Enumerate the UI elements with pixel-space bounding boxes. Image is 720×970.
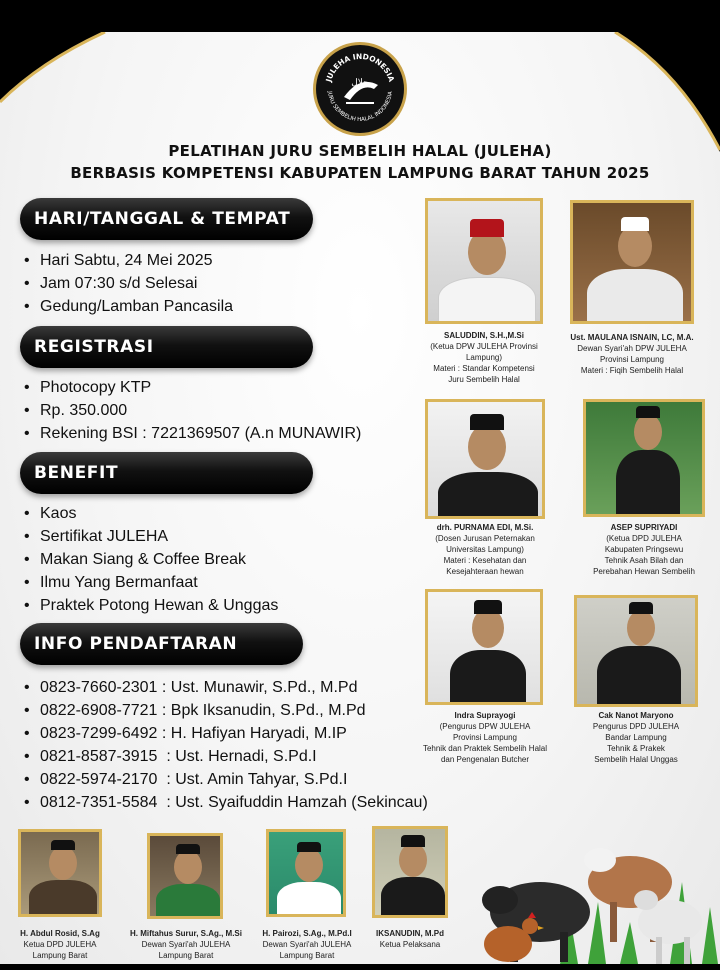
speaker-detail: (Dosen Jurusan Peternakan	[435, 534, 535, 543]
phone-number[interactable]: 0812-7351-5584	[40, 794, 158, 811]
speaker-detail: Pengurus DPD JULEHA	[592, 722, 680, 731]
committee-photo	[372, 826, 448, 918]
phone-number[interactable]: 0823-7660-2301	[40, 679, 158, 696]
speaker-detail: Sembelih Halal Unggas	[594, 755, 678, 764]
committee-name: IKSANUDIN, M.Pd	[376, 929, 444, 938]
top-black-bar	[0, 0, 720, 32]
committee-name: H. Abdul Rosid, S.Ag	[20, 929, 100, 938]
committee-photo	[18, 829, 102, 917]
contact-name: : Bpk Iksanudin, S.Pd., M.Pd	[157, 702, 366, 719]
contact-item	[24, 676, 428, 699]
phone-number[interactable]: 0822-5974-2170	[40, 771, 158, 788]
committee-detail: Dewan Syari'ah JULEHA	[262, 940, 352, 949]
list-item: • Photocopy KTP	[24, 376, 361, 399]
speaker-detail: Materi : Fiqih Sembelih Halal	[580, 366, 684, 375]
logo-halal-text: حلال	[351, 77, 369, 87]
committee-name: H. Pairozi, S.Ag., M.Pd.I	[262, 929, 352, 938]
speaker-photo	[425, 399, 545, 519]
list-item: • Sertifikat JULEHA	[24, 525, 278, 548]
contact-name: : Ust. Amin Tahyar, S.Pd.I	[157, 771, 348, 788]
speaker-photo	[425, 198, 543, 324]
contact-item	[24, 791, 428, 814]
phone-number[interactable]: 0823-7299-6492	[40, 725, 158, 742]
speaker-caption	[560, 710, 712, 765]
speaker-detail: dan Pengenalan Butcher	[440, 755, 530, 764]
speaker-detail: Juru Sembelih Halal	[448, 375, 520, 384]
speaker-caption	[556, 332, 708, 376]
committee-detail: Ketua Pelaksana	[379, 940, 441, 949]
contact-name: : H. Hafiyan Haryadi, M.IP	[157, 725, 347, 742]
title-line-2: BERBASIS KOMPETENSI KABUPATEN LAMPUNG BARAT TAHUN 2025	[70, 164, 650, 182]
speaker-name: Indra Suprayogi	[454, 711, 516, 720]
list-item: • Jam 07:30 s/d Selesai	[24, 272, 233, 295]
juleha-logo	[313, 42, 407, 136]
logo-top-text: JULEHA INDONESIA	[323, 51, 397, 83]
benefit-header: BENEFIT	[20, 452, 313, 494]
contact-name: : Ust. Hernadi, S.Pd.I	[157, 748, 317, 765]
speaker-detail: Kesejahteraan hewan	[446, 567, 524, 576]
speaker-photo	[570, 200, 694, 324]
committee-photo	[147, 833, 223, 919]
speaker-detail: Materi : Kesehatan dan	[443, 556, 527, 565]
speaker-detail: Provinsi Lampung	[452, 733, 518, 742]
phone-number[interactable]: 0822-6908-7721	[40, 702, 158, 719]
speaker-name: drh. PURNAMA EDI, M.Si.	[436, 523, 534, 532]
speaker-detail: Dewan Syari'ah DPW JULEHA	[577, 344, 687, 353]
committee-name: H. Miftahus Surur, S.Ag., M.Si	[129, 929, 242, 938]
poster	[0, 32, 720, 964]
svg-text:JURU SEMBELIH HALAL INDONESIA	[326, 90, 394, 123]
committee-detail: Dewan Syari'ah JULEHA	[141, 940, 231, 949]
speaker-detail: Universitas Lampung)	[446, 545, 524, 554]
list-item: • Rekening BSI : 7221369507 (A.n MUNAWIR)	[24, 422, 361, 445]
speaker-caption	[408, 522, 562, 577]
speaker-name: Ust. MAULANA ISNAIN, LC, M.A.	[570, 333, 694, 342]
committee-caption	[358, 928, 462, 950]
list-item: • Gedung/Lamban Pancasila	[24, 295, 233, 318]
speaker-detail: Perebahan Hewan Sembelih	[593, 567, 695, 576]
speaker-detail: Materi : Standar Kompetensi	[433, 364, 535, 373]
committee-detail: Ketua DPD JULEHA	[23, 940, 97, 949]
list-item: • Ilmu Yang Bermanfaat	[24, 571, 278, 594]
contact-list	[24, 676, 428, 814]
committee-detail: Lampung Barat	[32, 951, 88, 960]
committee-caption	[118, 928, 254, 961]
speaker-detail: (Ketua DPD JULEHA	[606, 534, 682, 543]
speaker-name: SALUDDIN, S.H.,M.Si	[443, 331, 524, 340]
speaker-caption	[566, 522, 720, 577]
speaker-photo	[574, 595, 698, 707]
list-item: • Rp. 350.000	[24, 399, 361, 422]
speaker-detail: Tehnik Asah Bilah dan	[604, 556, 684, 565]
speaker-detail: Lampung)	[465, 353, 503, 362]
speaker-caption	[408, 710, 562, 765]
contact-item	[24, 722, 428, 745]
speaker-name: ASEP SUPRIYADI	[610, 523, 678, 532]
speaker-detail: Bandar Lampung	[605, 733, 667, 742]
list-item: • Makan Siang & Coffee Break	[24, 548, 278, 571]
committee-detail: Lampung Barat	[279, 951, 335, 960]
speaker-detail: (Pengurus DPW JULEHA	[439, 722, 531, 731]
contact-name: : Ust. Syaifuddin Hamzah (Sekincau)	[157, 794, 428, 811]
speaker-photo	[425, 589, 543, 705]
speaker-detail: Provinsi Lampung	[599, 355, 665, 364]
contact-item	[24, 745, 428, 768]
speaker-name: Cak Nanot Maryono	[598, 711, 674, 720]
speaker-detail: Tehnik dan Praktek Sembelih Halal	[422, 744, 548, 753]
phone-number[interactable]: 0821-8587-3915	[40, 748, 158, 765]
registration-header: REGISTRASI	[20, 326, 313, 368]
committee-detail: Lampung Barat	[158, 951, 214, 960]
bottom-black-bar	[0, 964, 720, 970]
committee-caption	[252, 928, 362, 961]
info-header: INFO PENDAFTARAN	[20, 623, 303, 665]
committee-photo	[266, 829, 346, 917]
speaker-caption	[410, 330, 558, 385]
speaker-photo	[583, 399, 705, 517]
contact-item	[24, 768, 428, 791]
committee-caption	[4, 928, 116, 961]
speaker-detail: (Ketua DPW JULEHA Provinsi	[430, 342, 538, 351]
title-line-1: PELATIHAN JURU SEMBELIH HALAL (JULEHA)	[168, 142, 552, 160]
registration-list	[24, 376, 361, 445]
speaker-detail: Tehnik & Prakek	[607, 744, 665, 753]
list-item: • Praktek Potong Hewan & Unggas	[24, 594, 278, 617]
livestock-illustration	[470, 822, 720, 964]
contact-name: : Ust. Munawir, S.Pd., M.Pd	[157, 679, 358, 696]
schedule-header: HARI/TANGGAL & TEMPAT	[20, 198, 313, 240]
list-item: • Hari Sabtu, 24 Mei 2025	[24, 249, 233, 272]
contact-item	[24, 699, 428, 722]
logo-bottom-text: JURU SEMBELIH HALAL INDONESIA	[326, 90, 394, 124]
speaker-detail: Kabupaten Pringsewu	[604, 545, 684, 554]
benefit-list	[24, 502, 278, 617]
list-item: • Kaos	[24, 502, 278, 525]
schedule-list	[24, 249, 233, 318]
